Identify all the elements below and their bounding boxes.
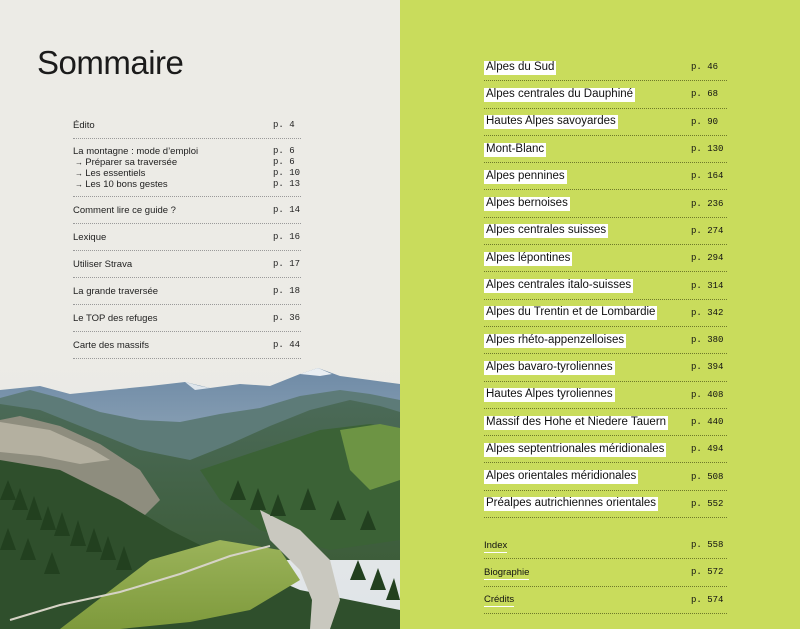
toc-entry[interactable] [484, 190, 727, 217]
toc-entry[interactable] [484, 436, 727, 463]
toc-entry-label: Alpes septentrionales méridionales [486, 442, 665, 455]
toc-entry-page: p. 440 [691, 417, 724, 427]
toc-subentry-label: → Les essentiels [73, 168, 145, 179]
toc-entry[interactable] [484, 532, 727, 559]
toc-entry[interactable] [484, 463, 727, 490]
toc-entry-label: La grande traversée [73, 285, 159, 297]
toc-entry[interactable] [484, 109, 727, 136]
toc-entry-page: p. 494 [691, 444, 724, 455]
left-toc [73, 112, 301, 359]
toc-entry[interactable] [484, 218, 727, 245]
toc-entry[interactable] [484, 382, 727, 409]
toc-entry-label: Alpes du Trentin et de Lombardie [486, 306, 656, 319]
toc-entry-label: Biographie [484, 566, 530, 578]
toc-entry-label: Alpes du Sud [486, 60, 555, 73]
toc-entry[interactable] [484, 245, 727, 272]
toc-entry[interactable] [484, 587, 727, 614]
toc-entry-page: p. 16 [273, 232, 301, 242]
toc-entry-label: Édito [73, 119, 95, 131]
toc-entry-page: p. 164 [691, 171, 724, 182]
toc-entry-page: p. 4 [273, 120, 295, 130]
toc-subentry[interactable] [73, 157, 301, 168]
toc-entry[interactable] [73, 224, 301, 251]
toc-entry-page: p. 130 [691, 144, 724, 155]
toc-entry-page: p. 14 [273, 205, 301, 215]
toc-entry-label: Le TOP des refuges [73, 312, 158, 324]
toc-entry-page: p. 508 [691, 471, 724, 482]
toc-entry-label: Hautes Alpes tyroliennes [486, 388, 613, 401]
toc-entry-label: Alpes lépontines [486, 251, 571, 264]
toc-entry[interactable] [73, 251, 301, 278]
toc-entry-page: p. 572 [691, 567, 724, 578]
toc-entry-page: p. 17 [273, 259, 301, 269]
toc-group-montagne [73, 139, 301, 197]
toc-entry-page: p. 552 [691, 498, 724, 509]
toc-entry-page: p. 342 [691, 307, 724, 318]
toc-entry-page: p. 380 [691, 335, 724, 346]
toc-entry[interactable] [484, 272, 727, 299]
toc-subentry-page: p. 13 [273, 179, 301, 189]
toc-entry-label: Mont-Blanc [486, 142, 545, 155]
toc-entry-page: p. 18 [273, 286, 301, 296]
toc-entry-label: Hautes Alpes savoyardes [486, 115, 616, 128]
toc-entry[interactable] [484, 54, 727, 81]
mountain-landscape-photo [0, 360, 400, 629]
toc-entry-label: Crédits [484, 594, 515, 606]
toc-entry[interactable] [484, 136, 727, 163]
toc-entry-page: p. 68 [691, 89, 719, 100]
toc-entry[interactable] [484, 81, 727, 108]
toc-subentry[interactable] [73, 168, 301, 179]
toc-entry-label: Alpes centrales du Dauphiné [486, 87, 634, 100]
toc-entry-label: Alpes bernoises [486, 197, 568, 210]
toc-entry[interactable] [484, 300, 727, 327]
toc-entry-page: p. 36 [273, 313, 301, 323]
toc-entry-label: Carte des massifs [73, 339, 150, 351]
toc-entry-page: p. 408 [691, 389, 724, 400]
toc-entry[interactable] [484, 327, 727, 354]
toc-subentry-page: p. 10 [273, 168, 301, 178]
toc-entry-label: Index [484, 539, 508, 551]
toc-entry-label: Utiliser Strava [73, 258, 133, 270]
toc-entry-page: p. 46 [691, 62, 719, 73]
toc-entry-label: Massif des Hohe et Niedere Tauern [486, 415, 667, 428]
toc-entry-label: Alpes pennines [486, 169, 565, 182]
toc-entry[interactable] [73, 305, 301, 332]
toc-entry[interactable] [73, 278, 301, 305]
toc-entry-page: p. 294 [691, 253, 724, 264]
toc-entry-label: Alpes centrales italo-suisses [486, 279, 632, 292]
toc-entry[interactable] [73, 332, 301, 359]
toc-entry[interactable] [484, 163, 727, 190]
toc-entry-label: Comment lire ce guide ? [73, 204, 176, 216]
toc-entry-page: p. 558 [691, 540, 724, 551]
toc-entry-page: p. 274 [691, 225, 724, 236]
toc-entry[interactable] [73, 197, 301, 224]
toc-entry-label: Alpes rhéto-appenzelloises [486, 333, 625, 346]
toc-subentry-label: → Préparer sa traversée [73, 157, 177, 168]
toc-subentry-label: → Les 10 bons gestes [73, 179, 168, 190]
toc-entry[interactable] [484, 491, 727, 518]
page-title: Sommaire [37, 44, 184, 81]
toc-entry-label: Alpes orientales méridionales [486, 470, 637, 483]
toc-entry-page: p. 236 [691, 198, 724, 209]
toc-entry[interactable] [484, 354, 727, 381]
toc-entry-page: p. 394 [691, 362, 724, 373]
toc-spacer [484, 518, 727, 532]
toc-entry[interactable] [484, 559, 727, 586]
toc-entry-label: Préalpes autrichiennes orientales [486, 497, 657, 510]
toc-entry-page: p. 314 [691, 280, 724, 291]
toc-entry-label: Alpes centrales suisses [486, 224, 607, 237]
toc-entry-page: p. 44 [273, 340, 301, 350]
toc-entry[interactable] [484, 409, 727, 436]
toc-entry-label: Alpes bavaro-tyroliennes [486, 360, 613, 373]
toc-entry[interactable] [73, 146, 301, 157]
toc-entry-label: Lexique [73, 231, 107, 243]
toc-entry-page: p. 574 [691, 594, 724, 605]
toc-entry[interactable] [73, 112, 301, 139]
right-toc [484, 54, 727, 614]
toc-entry-page: p. 90 [691, 116, 719, 127]
toc-subentry[interactable] [73, 179, 301, 190]
toc-subentry-page: p. 6 [273, 157, 295, 167]
toc-entry-label: La montagne : mode d’emploi [73, 146, 199, 157]
toc-entry-page: p. 6 [273, 146, 295, 156]
